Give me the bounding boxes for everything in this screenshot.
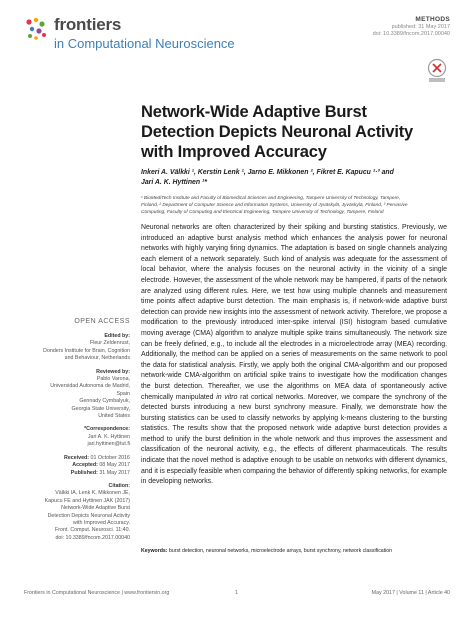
affiliation-list	[141, 195, 441, 216]
abstract-text: Neuronal networks are often characterized by their spiking and bursting statistics. Previously, we introduced an adaptive burst analysis method which enhances the analysis power for neuronal networks with highly varying firing dynamics. The adaptation is based on single channels analyzing each element of a network separately. Such kind of analysis was adequate for the assessment of local behavior, where the analysis focuses on the neuronal activity in the vicinity of a single electrode. However, the assessment of the whole network may be hampered, if parts of the network are analyzed using different rules. Here, we test how using multiple channels and measurement time points affect adaptive burst detection. The main emphasis is, if network-wide adaptive burst detection can provide new insights into the assessment of network activity. Therefore, we propose a modification to the previously introduced inter-spike interval (ISI) histogram based cumulative moving average (CMA) algorithm to analyze multiple spike trains simultaneously. The network size can be freely defined, e.g., to include all the electrodes in a microelectrode array (MEA) recording. Additionally, the method can be applied on a series of measurements on the same network to pool the data for statistical analysis. Firstly, we apply both the original CMA-algorithm and our proposed network-wide CMA-algorithm on artificial spike trains to investigate how the modification changes the burst detection. Thereafter, we use the algorithms on MEA data of spontaneously active chemically manipulated	[141, 224, 447, 401]
editor-line: and Behaviour, Netherlands	[64, 355, 130, 362]
author-list	[141, 168, 441, 188]
published-label: Published:	[70, 469, 98, 476]
logo-wordmark: frontiers	[54, 15, 122, 34]
reviewed-by-label: Reviewed by:	[96, 368, 130, 375]
journal-name: in Computational Neuroscience	[54, 36, 235, 51]
author-line: Jari A. K. Hyttinen ¹*	[141, 179, 207, 186]
citation-block	[40, 483, 130, 542]
editor-line: Fleur Zeldenrust,	[89, 340, 130, 347]
editor-line: Donders Institute for Brain, Cognition	[43, 347, 130, 354]
abstract-text: rat cortical networks. Moreover, we compare the synchrony of the detected bursts introducing a new burst synchrony measure. Finally, we demonstrate how the bursting statistics can be used to classify networks by applying k-means clustering to the bursting statistics. The results show that the proposed network wide adaptive burst detection provides a method to unify the burst definition in the whole network and thus improves the assessment and classification of the neuronal activity, e.g., the effects of different pharmaceuticals. The results indicate that the novel method is adaptive enough to be usable on networks with different dynamics, and it is especially feasible when comparing the behavior of differently spiking networks, for example in developing networks.	[141, 393, 447, 486]
citation-line: Detection Depicts Neuronal Activity	[47, 512, 130, 519]
correspondence-name: Jari A. K. Hyttinen	[87, 433, 130, 440]
accepted-label: Accepted:	[72, 462, 98, 469]
citation-line: Network-Wide Adaptive Burst	[61, 505, 130, 512]
keywords-text: burst detection, neuronal networks, microelectrode arrays, burst synchrony, network classification	[168, 548, 393, 554]
abstract-italic-term: in vitro	[216, 393, 238, 401]
citation-line: Front. Comput. Neurosci. 11:40.	[55, 527, 130, 534]
open-access-label: OPEN ACCESS	[74, 318, 130, 325]
page-number: 1	[235, 590, 238, 596]
citation-line: Välkki IA, Lenk K, Mikkonen JE,	[55, 490, 130, 497]
reviewer-line: Universidad Autonoma de Madrid,	[50, 383, 130, 390]
page-footer	[24, 590, 450, 602]
reviewer-line: United States	[98, 413, 130, 420]
citation-line: with Improved Accuracy.	[72, 519, 130, 526]
keywords-label: Keywords:	[141, 548, 168, 554]
frontiers-logo[interactable]	[24, 14, 264, 58]
affiliation-line: Finland, ² Department of Computer Science and Information Systems, University of Jyväskylä, Jyväskylä, Finland, ³ Pervasive	[141, 203, 408, 208]
article-type: METHODS	[415, 16, 450, 23]
frontiers-logo-icon	[24, 16, 50, 42]
published-date-side: 31 May 2017	[99, 469, 130, 476]
edited-by-label: Edited by:	[104, 333, 130, 339]
affiliation-line: Computing, Faculty of Computing and Electrical Engineering, Tampere University of Technology, Tampere, Finland	[141, 210, 384, 215]
abstract	[141, 223, 447, 488]
footer-volume-info: May 2017 | Volume 11 | Article 40	[371, 590, 450, 596]
article-sidebar	[40, 318, 130, 548]
correspondence-label: *Correspondence:	[84, 426, 130, 433]
received-date: 01 October 2016	[90, 454, 130, 461]
article-title: Network-Wide Adaptive Burst Detection Depicts Neuronal Activity with Improved Accuracy	[141, 103, 414, 161]
citation-label: Citation:	[108, 482, 130, 489]
citation-doi-link[interactable]: doi: 10.3389/fncom.2017.00040	[55, 534, 130, 541]
reviewed-by-block	[40, 369, 130, 421]
received-label: Received:	[64, 454, 90, 461]
reviewer-line: Georgia State University,	[71, 405, 130, 412]
correspondence-block	[40, 426, 130, 448]
article-header	[24, 14, 450, 64]
author-line: Inkeri A. Välkki ¹, Kerstin Lenk ¹, Jarno E. Mikkonen ², Fikret E. Kapucu ¹·³ and	[141, 169, 394, 176]
check-for-updates-icon[interactable]	[426, 58, 448, 84]
doi-link[interactable]: doi: 10.3389/fncom.2017.00040	[372, 31, 450, 37]
affiliation-line: ¹ BioMediTech Institute and Faculty of Biomedical Sciences and Engineering, Tampere University of Technology, Tampere,	[141, 196, 401, 201]
accepted-date: 08 May 2017	[99, 462, 130, 469]
reviewer-line: Pablo Varona,	[96, 376, 130, 383]
reviewer-line: Gennady Cymbalyuk,	[79, 398, 130, 405]
footer-journal-link[interactable]: Frontiers in Computational Neuroscience | www.frontiersin.org	[24, 590, 170, 596]
keywords	[141, 548, 447, 555]
citation-line: Kapucu FE and Hyttinen JAK (2017)	[44, 497, 130, 504]
edited-by-block	[40, 333, 130, 363]
article-meta	[320, 16, 450, 37]
correspondence-email-link[interactable]: jari.hyttinen@tut.fi	[87, 441, 130, 448]
dates-block	[40, 455, 130, 477]
published-date: published: 31 May 2017	[391, 24, 450, 30]
reviewer-line: Spain	[116, 390, 130, 397]
